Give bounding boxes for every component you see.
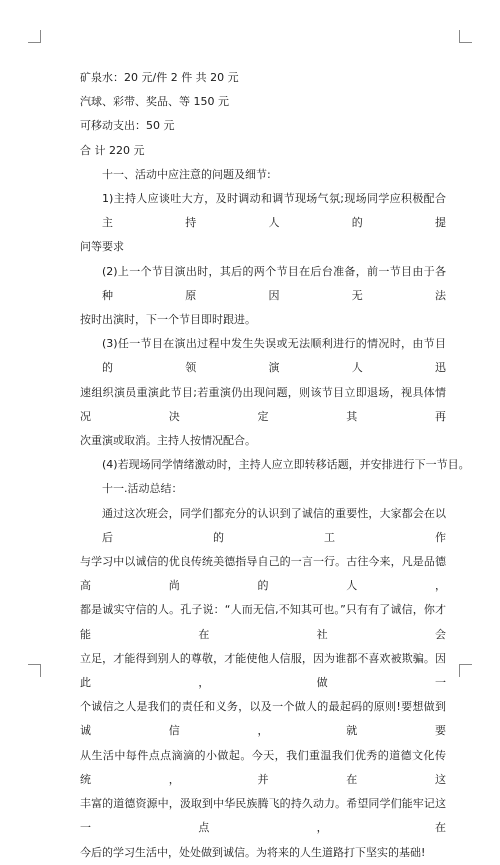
summary-line-2: 与学习中以诚信的优良传统美德指导自己的一言一行。古往今来，凡是品德高尚的人， [80,555,446,593]
summary-line-4: 立足，才能得到别人的尊敬，才能使他人信服，因为谁都不喜欢被欺骗。因此，做一 [80,651,446,690]
section-notes-title: 十一、活动中应注意的问题及细节: [102,167,271,181]
summary-line-5: 个诚信之人是我们的责任和义务，以及一个做人的最起码的原则!要想做到诚信，就要 [80,700,446,738]
budget-item-flexible: 可移动支出：50 元 [80,119,175,133]
notes-item-1-line-2: 问等要求 [80,240,124,254]
summary-line-6: 从生活中每件点点滴滴的小做起。今天，我们重温我们优秀的道德文化传统，并在这 [80,748,446,786]
summary-line-7: 丰富的道德资源中，汲取到中华民族腾飞的持久动力。希望同学们能牢记这一点，在 [80,797,446,835]
notes-item-3-line-1: (3)任一节目在演出过程中发生失误或无法顺利进行的情况时，由节目的领演人迅 [102,337,446,375]
document-body [80,66,470,865]
summary-line-3: 都是诚实守信的人。孔子说：“人而无信,不知其可也。”只有有了诚信，你才能在社会 [80,603,446,641]
notes-item-1-line-1: 1)主持人应谈吐大方，及时调动和调节现场气氛;现场同学应积极配合主持人的提 [102,192,446,230]
notes-item-2-line-2: 按时出演时，下一个节目即时跟进。 [80,313,256,327]
budget-total: 合 计 220 元 [80,143,145,157]
notes-item-3-line-3: 次重演或取消。主持人按情况配合。 [80,434,256,448]
summary-line-1: 通过这次班会，同学们都充分的认识到了诚信的重要性，大家都会在以后的工作 [102,506,446,544]
notes-item-3-line-2: 速组织演员重演此节目;若重演仍出现问题，则该节目立即退场，视具体情况决定其再 [80,385,446,423]
crop-mark-top-left [28,30,41,43]
budget-item-decorations: 汽球、彩带、奖品、等 150 元 [80,95,229,109]
crop-mark-top-right [459,30,472,43]
crop-mark-bottom-left [28,664,41,677]
budget-item-water: 矿泉水：20 元/件 2 件 共 20 元 [80,71,239,84]
crop-mark-bottom-right [459,664,472,677]
notes-item-4-line-1: (4)若现场同学情绪激动时，主持人应立即转移话题，并安排进行下一节目。 [102,458,470,472]
section-summary-title: 十一.活动总结： [102,482,183,496]
summary-line-8: 今后的学习生活中，处处做到诚信。为将来的人生道路打下坚实的基础! [80,845,426,859]
notes-item-2-line-1: (2)上一个节目演出时，其后的两个节目在后台准备，前一节目由于各种原因无法 [102,264,446,302]
